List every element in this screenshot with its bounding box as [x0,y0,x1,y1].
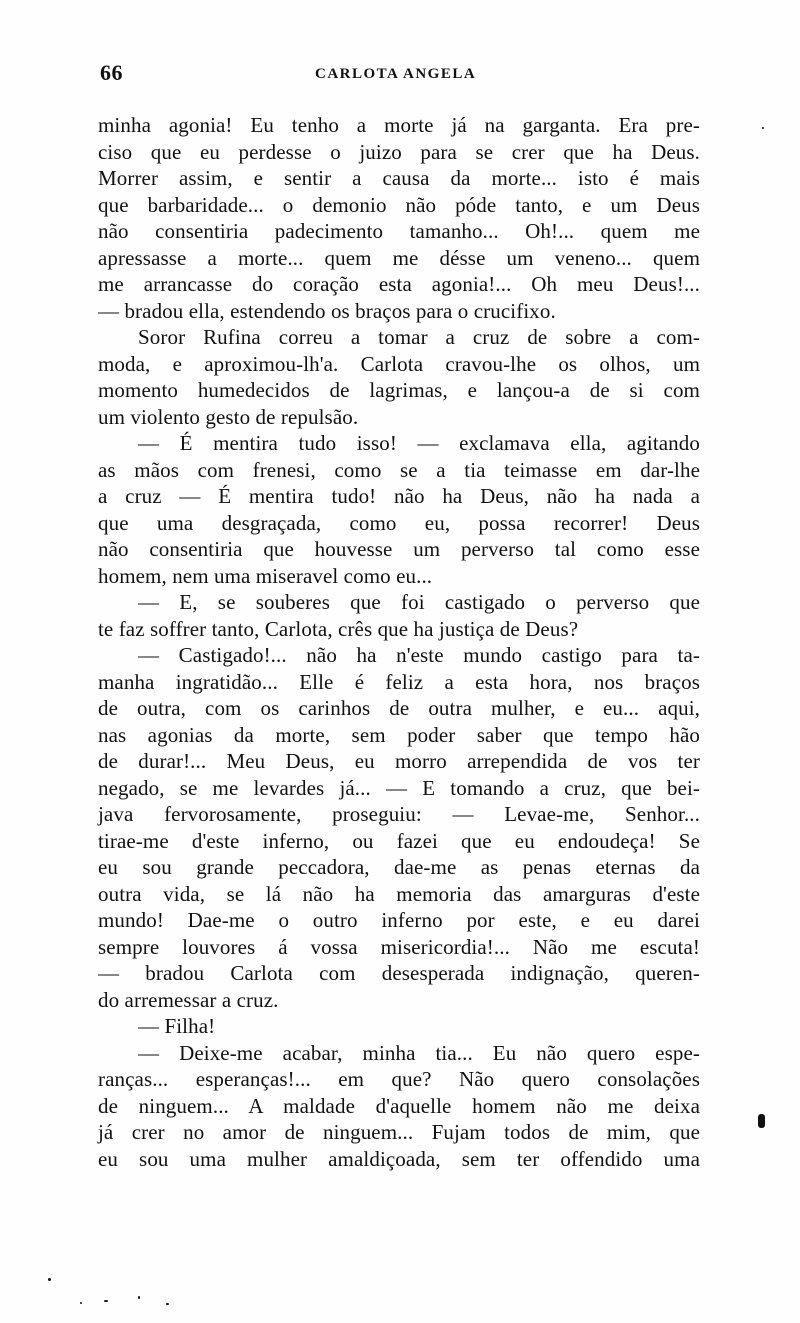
text-line: me arrancasse do coração esta agonia!... Oh meu Deus!... [98,272,700,296]
text-line: de durar!... Meu Deus, eu morro arrependida de vos ter [98,749,700,773]
text-line: — Filha! [138,1014,216,1038]
text-line: ranças... esperanças!... em que? Não quero consolações [98,1067,700,1091]
page-header [100,60,700,90]
text-line: eu sou grande peccadora, dae-me as penas eternas da [98,855,700,879]
text-line: já crer no amor de ninguem... Fujam todos de mim, que [98,1120,700,1144]
ink-speck [104,1300,108,1302]
text-line: não consentiria padecimento tamanho... Oh!... quem me [98,219,700,243]
text-line: — Deixe-me acabar, minha tia... Eu não quero espe- [138,1040,700,1065]
text-line: Soror Rufina correu a tomar a cruz de sobre a com- [138,325,700,349]
text-line: eu sou uma mulher amaldiçoada, sem ter offendido uma [98,1146,700,1171]
ink-speck [138,1296,140,1299]
text-line: um violento gesto de repulsão. [98,404,359,429]
ink-speck [48,1278,51,1281]
ink-speck [758,1114,765,1128]
body-text [98,112,700,1172]
text-line: — É mentira tudo isso! — exclamava ella, agitando [138,431,700,455]
running-title: CARLOTA ANGELA [315,66,477,82]
ink-speck [166,1303,169,1305]
text-line: minha agonia! Eu tenho a morte já na garganta. Era pre- [98,113,700,137]
text-line: manha ingratidão... Elle é feliz a esta hora, nos braços [98,669,700,694]
text-line: a cruz — É mentira tudo! não ha Deus, não ha nada a [98,484,700,508]
text-line: te faz soffrer tanto, Carlota, crês que ha justiça de Deus? [98,616,579,641]
text-line: do arremessar a cruz. [98,987,279,1012]
page-number: 66 [100,60,123,85]
text-line: não consentiria que houvesse um perverso tal como esse [98,537,700,561]
ink-speck [80,1302,82,1304]
text-line: nas agonias da morte, sem poder saber que tempo hão [98,722,700,747]
text-line: — bradou Carlota com desesperada indignação, queren- [98,961,700,985]
text-line: apressasse a morte... quem me désse um veneno... quem [98,245,700,270]
text-line: ciso que eu perdesse o juizo para se crer que ha Deus. [98,139,700,164]
text-line: Morrer assim, e sentir a causa da morte... isto é mais [98,166,700,190]
text-line: que uma desgraçada, como eu, possa recorrer! Deus [98,510,700,535]
text-line: — E, se souberes que foi castigado o perverso que [138,590,700,614]
text-line: momento humedecidos de lagrimas, e lançou-a de si com [98,378,700,402]
ink-speck [762,127,764,129]
text-line: sempre louvores á vossa misericordia!... Não me escuta! [98,934,700,959]
text-line: — bradou ella, estendendo os braços para o crucifixo. [98,298,556,323]
text-line: tirae-me d'este inferno, ou fazei que eu endoudeça! Se [98,828,700,853]
text-line: homem, nem uma miseravel como eu... [98,563,433,588]
text-line: as mãos com frenesi, como se a tia teimasse em dar-lhe [98,457,700,482]
text-line: de outra, com os carinhos de outra mulher, e eu... aqui, [98,696,700,720]
text-line: mundo! Dae-me o outro inferno por este, e eu darei [98,908,700,932]
text-line: outra vida, se lá não ha memoria das amarguras d'este [98,881,700,906]
text-line: negado, se me levardes já... — E tomando a cruz, que bei- [98,775,700,800]
text-line: que barbaridade... o demonio não póde tanto, e um Deus [98,192,700,217]
text-line: moda, e aproximou-lh'a. Carlota cravou-lhe os olhos, um [98,351,700,376]
text-line: java fervorosamente, proseguiu: — Levae-me, Senhor... [98,802,700,826]
text-line: — Castigado!... não ha n'este mundo castigo para ta- [138,643,700,667]
text-line: de ninguem... A maldade d'aquelle homem não me deixa [98,1093,700,1118]
